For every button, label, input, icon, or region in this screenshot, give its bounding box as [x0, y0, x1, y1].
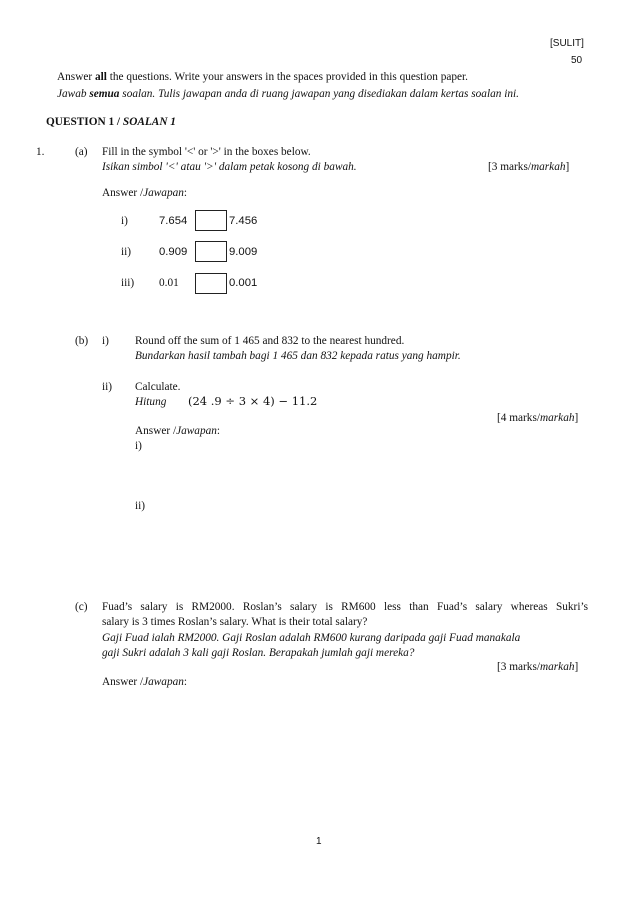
part-b-ii-text-en: Calculate. [135, 381, 181, 393]
part-b-i-text-ms: Bundarkan hasil tambah bagi 1 465 dan 832 kepada ratus yang hampir. [135, 350, 461, 362]
paper-code: 50 [571, 55, 583, 66]
question-title: QUESTION 1 / SOALAN 1 [46, 116, 176, 128]
item-i-right: 7.456 [229, 215, 258, 227]
question-number: 1. [36, 146, 45, 158]
item-iii-left: 0.01 [159, 277, 179, 289]
sulit-label: [SULIT] [550, 38, 584, 49]
item-iii-right: 0.001 [229, 277, 258, 289]
item-i-label: i) [121, 215, 128, 227]
part-b-i-text-en: Round off the sum of 1 465 and 832 to the nearest hundred. [135, 335, 405, 347]
part-b-ii-text-ms: Hitung [135, 396, 167, 408]
part-c-en-line1: Fuad’s salary is RM2000. Roslan’s salary is RM600 less than Fuad’s salary whereas Sukri’s [102, 601, 588, 613]
part-b-answer-ii: ii) [135, 500, 146, 512]
instructions-en: Answer all the questions. Write your answers in the spaces provided in this question paper. [57, 71, 468, 83]
part-c-ms-line1: Gaji Fuad ialah RM2000. Gaji Roslan adalah RM600 kurang daripada gaji Fuad manakala [102, 632, 521, 644]
item-ii-answer-box[interactable] [195, 241, 227, 262]
page-number: 1 [316, 836, 322, 847]
part-c-en-line2: salary is 3 times Roslan’s salary. What is their total salary? [102, 616, 368, 628]
part-a-text-en: Fill in the symbol '<' or '>' in the boxes below. [102, 146, 311, 158]
item-i-answer-box[interactable] [195, 210, 227, 231]
part-b-label: (b) [75, 335, 89, 347]
part-a-text-ms: Isikan simbol '<' atau '>' dalam petak kosong di bawah. [102, 161, 357, 173]
instructions-ms: Jawab semua soalan. Tulis jawapan anda di ruang jawapan yang disediakan dalam kertas soalan ini. [57, 88, 519, 100]
part-a-marks: [3 marks/markah] [488, 161, 570, 173]
item-ii-label: ii) [121, 246, 132, 258]
part-b-i-label: i) [102, 335, 109, 347]
part-c-answer-label: Answer /Jawapan: [102, 676, 188, 688]
item-ii-left: 0.909 [159, 246, 188, 258]
item-i-left: 7.654 [159, 215, 188, 227]
part-c-ms-line2: gaji Sukri adalah 3 kali gaji Roslan. Berapakah jumlah gaji mereka? [102, 647, 415, 659]
part-a-answer-label: Answer /Jawapan: [102, 187, 188, 199]
part-c-marks: [3 marks/markah] [497, 661, 579, 673]
item-iii-answer-box[interactable] [195, 273, 227, 294]
part-b-ii-expression: (24 .9 ÷ 3 × 4) − 11.2 [188, 394, 318, 408]
part-c-label: (c) [75, 601, 88, 613]
part-b-marks: [4 marks/markah] [497, 412, 579, 424]
part-b-answer-i: i) [135, 440, 142, 452]
item-iii-label: iii) [121, 277, 135, 289]
part-b-ii-label: ii) [102, 381, 113, 393]
part-a-label: (a) [75, 146, 88, 158]
part-b-answer-label: Answer /Jawapan: [135, 425, 221, 437]
item-ii-right: 9.009 [229, 246, 258, 258]
